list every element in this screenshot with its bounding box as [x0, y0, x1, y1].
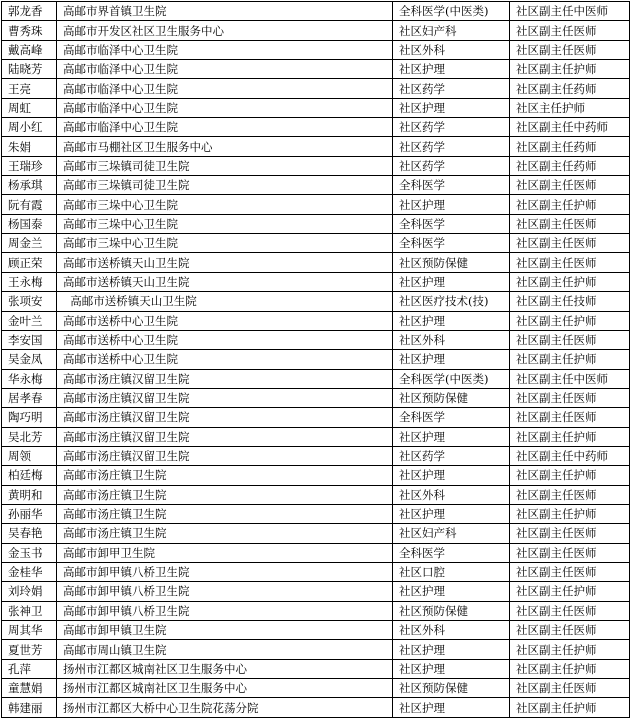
title-cell: 社区副主任药师 [510, 156, 630, 175]
table-row [2, 137, 630, 156]
title-cell: 社区副主任医师 [510, 253, 630, 272]
title-cell: 社区副主任医师 [510, 234, 630, 253]
specialty-cell: 社区护理 [393, 195, 510, 214]
name-cell: 郭龙香 [2, 2, 57, 21]
title-cell: 社区副主任护师 [510, 427, 630, 446]
name-cell: 朱娟 [2, 137, 57, 156]
specialty-cell: 社区护理 [393, 504, 510, 523]
title-cell: 社区副主任护师 [510, 659, 630, 678]
name-cell: 张项安 [2, 292, 57, 311]
title-cell: 社区副主任医师 [510, 388, 630, 407]
specialty-cell: 社区妇产科 [393, 524, 510, 543]
unit-cell: 高邮市三垛镇司徒卫生院 [57, 156, 393, 175]
title-cell: 社区副主任医师 [510, 330, 630, 349]
specialty-cell: 社区妇产科 [393, 21, 510, 40]
title-cell: 社区副主任中药师 [510, 446, 630, 465]
specialty-cell: 社区预防保健 [393, 253, 510, 272]
unit-cell: 高邮市汤庄镇卫生院 [57, 485, 393, 504]
name-cell: 张神卫 [2, 601, 57, 620]
name-cell: 居孝春 [2, 388, 57, 407]
table-row [2, 330, 630, 349]
unit-cell: 高邮市送桥中心卫生院 [57, 350, 393, 369]
title-cell: 社区副主任中药师 [510, 118, 630, 137]
title-cell: 社区副主任医师 [510, 176, 630, 195]
name-cell: 周领 [2, 446, 57, 465]
title-cell: 社区副主任医师 [510, 214, 630, 233]
specialty-cell: 社区护理 [393, 350, 510, 369]
unit-cell: 扬州市江都区城南社区卫生服务中心 [57, 659, 393, 678]
table-row [2, 214, 630, 233]
unit-cell: 高邮市送桥中心卫生院 [57, 330, 393, 349]
table-row [2, 176, 630, 195]
unit-cell: 高邮市临泽中心卫生院 [57, 60, 393, 79]
specialty-cell: 社区药学 [393, 137, 510, 156]
table-row [2, 253, 630, 272]
title-cell: 社区副主任护师 [510, 582, 630, 601]
name-cell: 金玉书 [2, 543, 57, 562]
roster-body [2, 2, 630, 718]
unit-cell: 高邮市卸甲镇八桥卫生院 [57, 601, 393, 620]
name-cell: 金叶兰 [2, 311, 57, 330]
name-cell: 孙丽华 [2, 504, 57, 523]
specialty-cell: 社区护理 [393, 311, 510, 330]
unit-cell: 高邮市汤庄镇汉留卫生院 [57, 388, 393, 407]
name-cell: 杨国泰 [2, 214, 57, 233]
specialty-cell: 社区外科 [393, 330, 510, 349]
specialty-cell: 社区外科 [393, 40, 510, 59]
table-row [2, 466, 630, 485]
specialty-cell: 社区护理 [393, 272, 510, 291]
specialty-cell: 全科医学(中医类) [393, 2, 510, 21]
title-cell: 社区副主任护师 [510, 350, 630, 369]
title-cell: 社区副主任药师 [510, 137, 630, 156]
unit-cell: 高邮市汤庄镇卫生院 [57, 504, 393, 523]
name-cell: 黄明和 [2, 485, 57, 504]
specialty-cell: 社区药学 [393, 79, 510, 98]
unit-cell: 高邮市汤庄镇卫生院 [57, 524, 393, 543]
table-row [2, 350, 630, 369]
name-cell: 孔萍 [2, 659, 57, 678]
title-cell: 社区副主任护师 [510, 60, 630, 79]
table-row [2, 156, 630, 175]
specialty-cell: 社区外科 [393, 485, 510, 504]
specialty-cell: 社区药学 [393, 156, 510, 175]
title-cell: 社区副主任护师 [510, 504, 630, 523]
name-cell: 周小红 [2, 118, 57, 137]
table-row [2, 679, 630, 698]
specialty-cell: 全科医学 [393, 234, 510, 253]
specialty-cell: 社区预防保健 [393, 679, 510, 698]
table-row [2, 427, 630, 446]
roster-table [1, 1, 630, 718]
specialty-cell: 全科医学 [393, 543, 510, 562]
unit-cell: 高邮市汤庄镇汉留卫生院 [57, 446, 393, 465]
unit-cell: 高邮市三垛中心卫生院 [57, 234, 393, 253]
specialty-cell: 全科医学(中医类) [393, 369, 510, 388]
title-cell: 社区副主任医师 [510, 621, 630, 640]
specialty-cell: 全科医学 [393, 408, 510, 427]
name-cell: 华永梅 [2, 369, 57, 388]
specialty-cell: 社区药学 [393, 446, 510, 465]
name-cell: 夏世芳 [2, 640, 57, 659]
name-cell: 杨承琪 [2, 176, 57, 195]
title-cell: 社区副主任中医师 [510, 369, 630, 388]
specialty-cell: 社区护理 [393, 659, 510, 678]
name-cell: 王亮 [2, 79, 57, 98]
table-row [2, 524, 630, 543]
specialty-cell: 社区护理 [393, 60, 510, 79]
title-cell: 社区副主任医师 [510, 40, 630, 59]
table-row [2, 485, 630, 504]
title-cell: 社区副主任医师 [510, 562, 630, 581]
title-cell: 社区副主任医师 [510, 601, 630, 620]
table-row [2, 408, 630, 427]
table-row [2, 640, 630, 659]
title-cell: 社区副主任医师 [510, 408, 630, 427]
name-cell: 吴金凤 [2, 350, 57, 369]
specialty-cell: 社区护理 [393, 640, 510, 659]
title-cell: 社区副主任护师 [510, 311, 630, 330]
unit-cell: 高邮市汤庄镇卫生院 [57, 466, 393, 485]
unit-cell: 扬州市江都区城南社区卫生服务中心 [57, 679, 393, 698]
specialty-cell: 社区口腔 [393, 562, 510, 581]
unit-cell: 高邮市临泽中心卫生院 [57, 118, 393, 137]
specialty-cell: 社区药学 [393, 118, 510, 137]
name-cell: 金桂华 [2, 562, 57, 581]
title-cell: 社区副主任护师 [510, 698, 630, 717]
unit-cell: 高邮市周山镇卫生院 [57, 640, 393, 659]
table-row [2, 292, 630, 311]
title-cell: 社区副主任医师 [510, 21, 630, 40]
table-row [2, 504, 630, 523]
unit-cell: 高邮市马棚社区卫生服务中心 [57, 137, 393, 156]
name-cell: 阮有霞 [2, 195, 57, 214]
table-row [2, 388, 630, 407]
table-row [2, 195, 630, 214]
name-cell: 陶巧明 [2, 408, 57, 427]
specialty-cell: 社区护理 [393, 427, 510, 446]
title-cell: 社区副主任护师 [510, 640, 630, 659]
specialty-cell: 社区外科 [393, 621, 510, 640]
table-row [2, 2, 630, 21]
title-cell: 社区副主任护师 [510, 466, 630, 485]
specialty-cell: 全科医学 [393, 214, 510, 233]
table-row [2, 446, 630, 465]
specialty-cell: 社区护理 [393, 466, 510, 485]
table-row [2, 562, 630, 581]
unit-cell: 高邮市汤庄镇汉留卫生院 [57, 369, 393, 388]
specialty-cell: 社区医疗技术(技) [393, 292, 510, 311]
name-cell: 刘玲娟 [2, 582, 57, 601]
unit-cell: 高邮市临泽中心卫生院 [57, 98, 393, 117]
table-row [2, 543, 630, 562]
table-row [2, 272, 630, 291]
specialty-cell: 全科医学 [393, 176, 510, 195]
table-row [2, 118, 630, 137]
title-cell: 社区副主任护师 [510, 272, 630, 291]
unit-cell: 高邮市开发区社区卫生服务中心 [57, 21, 393, 40]
name-cell: 韩建丽 [2, 698, 57, 717]
table-row [2, 21, 630, 40]
unit-cell: 高邮市临泽中心卫生院 [57, 40, 393, 59]
name-cell: 童慧娟 [2, 679, 57, 698]
unit-cell: 高邮市送桥镇天山卫生院 [57, 253, 393, 272]
name-cell: 周其华 [2, 621, 57, 640]
table-row [2, 659, 630, 678]
title-cell: 社区副主任技师 [510, 292, 630, 311]
name-cell: 柏廷梅 [2, 466, 57, 485]
name-cell: 周虹 [2, 98, 57, 117]
table-row [2, 234, 630, 253]
unit-cell: 高邮市汤庄镇汉留卫生院 [57, 408, 393, 427]
unit-cell: 高邮市送桥镇天山卫生院 [57, 272, 393, 291]
name-cell: 周金兰 [2, 234, 57, 253]
table-row [2, 40, 630, 59]
unit-cell: 高邮市三垛镇司徒卫生院 [57, 176, 393, 195]
specialty-cell: 社区护理 [393, 98, 510, 117]
name-cell: 吴北芳 [2, 427, 57, 446]
title-cell: 社区副主任护师 [510, 195, 630, 214]
title-cell: 社区副主任医师 [510, 679, 630, 698]
table-row [2, 311, 630, 330]
unit-cell: 扬州市江都区大桥中心卫生院花荡分院 [57, 698, 393, 717]
unit-cell: 高邮市卸甲镇八桥卫生院 [57, 582, 393, 601]
unit-cell: 高邮市三垛中心卫生院 [57, 195, 393, 214]
name-cell: 顾正荣 [2, 253, 57, 272]
unit-cell: 高邮市临泽中心卫生院 [57, 79, 393, 98]
specialty-cell: 社区预防保健 [393, 601, 510, 620]
specialty-cell: 社区预防保健 [393, 388, 510, 407]
unit-cell: 高邮市卸甲卫生院 [57, 543, 393, 562]
name-cell: 王永梅 [2, 272, 57, 291]
unit-cell: 高邮市汤庄镇汉留卫生院 [57, 427, 393, 446]
table-row [2, 79, 630, 98]
name-cell: 李安国 [2, 330, 57, 349]
unit-cell: 高邮市送桥镇天山卫生院 [57, 292, 393, 311]
unit-cell: 高邮市卸甲镇八桥卫生院 [57, 562, 393, 581]
specialty-cell: 社区护理 [393, 582, 510, 601]
table-row [2, 698, 630, 717]
name-cell: 曹秀珠 [2, 21, 57, 40]
table-row [2, 621, 630, 640]
title-cell: 社区副主任医师 [510, 485, 630, 504]
title-cell: 社区副主任药师 [510, 79, 630, 98]
name-cell: 王瑞珍 [2, 156, 57, 175]
name-cell: 陆晓芳 [2, 60, 57, 79]
title-cell: 社区副主任医师 [510, 524, 630, 543]
table-row [2, 98, 630, 117]
unit-cell: 高邮市三垛中心卫生院 [57, 214, 393, 233]
title-cell: 社区副主任中医师 [510, 2, 630, 21]
unit-cell: 高邮市送桥中心卫生院 [57, 311, 393, 330]
name-cell: 吴春艳 [2, 524, 57, 543]
unit-cell: 高邮市卸甲镇卫生院 [57, 621, 393, 640]
table-row [2, 369, 630, 388]
table-row [2, 601, 630, 620]
table-row [2, 60, 630, 79]
name-cell: 戴高峰 [2, 40, 57, 59]
title-cell: 社区主任护师 [510, 98, 630, 117]
table-row [2, 582, 630, 601]
specialty-cell: 社区护理 [393, 698, 510, 717]
title-cell: 社区副主任医师 [510, 543, 630, 562]
unit-cell: 高邮市界首镇卫生院 [57, 2, 393, 21]
